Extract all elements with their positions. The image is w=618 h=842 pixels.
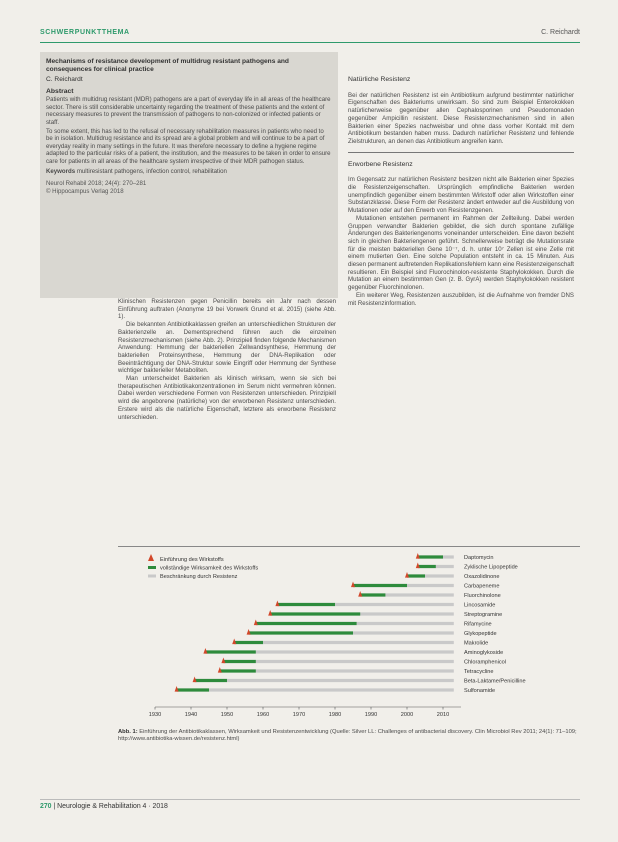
natural-resistance-text: Bei der natürlichen Resistenz ist ein Antibiotikum aufgrund bestimmter natürlicher Eigenschaften des Bakteriums unwirksam. So sind zum Beispiel Enterokokken natürlicherweise gegenüber allen Cephalosporinen und Pseudomonaden gegenüber Ampicillin resistent. Diese Resistenzmechanismen sind in allen Bakterien einer Spezies nachweisbar und ohne dass vorher Kontakt mit dem Antibiotikum bestanden haben muss. Dadurch natürlicher Resistenz und fehlende Zielstrukturen, an denen das Antibiotikum angreifen kann. [348,91,574,145]
category-label: Zyklische Lipopeptide [464,564,518,571]
category-label: Glykopeptide [464,631,497,637]
legend-label-introduction: Einführung des Wirkstoffs [160,557,224,563]
chart-x-axis [149,707,461,718]
x-tick-label: 1960 [256,712,270,718]
footer-journal: Neurologie & Rehabilitation 4 · 2018 [57,803,168,810]
header-author: C. Reichardt [541,29,580,36]
chart-legend [148,554,258,580]
legend-swatch-grey [148,575,156,578]
category-label: Lincosamide [464,602,496,609]
body-paragraph: Mutationen entstehen permanent im Rahmen der Zellteilung. Dabei werden Gruppen verwandter Bakterien gebildet, die sich durch spontane zufällige Änderungen des Bakteriengenoms voneinander unterscheiden. Eine davon bezieht sich in gleichen Bakteriengenen geführt. Schnellerweise beträgt die Mutationsrate für die meisten bakteriellen Gene 10⁻⁷, d. h. unter 10⁷ Zellen ist eine Zelle mit einem mutierten Gen. Eine solche Population entsteht in ca. 15 Minuten. Aus diesen permanent auftretenden Replikationsfehlern kann eine Resistenzeigenschaft resultieren. Ein Beispiel sind Fluorochinolon-resistente Staphylokokken. Durch die Mutation an einem bestimmten Gen (z. B. GyrA) werden Staphylokokken resistent gegenüber Fluorchinolonen. [348,214,574,292]
bar-resistance [195,679,454,682]
section-divider [348,152,574,153]
x-tick-label: 1930 [148,712,162,718]
category-label: Chloramphenicol [464,659,506,666]
bar-resistance [177,688,454,691]
abstract-paragraph-2: To some extent, this has led to the refusal of necessary rehabilitation measures in patients who need to be in isolation. Multidrug resistance and its spread are a global problem and will continue to be a part of everyday reality in many settings in the future. It was therefore necessary to define a hygiene regime adapted to the particular risks of a patient, the institution, and the measures to be taken in order to ensure care for patients in all areas of the healthcare system irrespective of their MDR pathogen status. [46,127,331,165]
heading-natural-resistance: Natürliche Resistenz [348,76,411,83]
x-tick-label: 2010 [436,712,450,718]
category-label: Streptogramine [464,612,503,618]
legend-item-effective [148,566,258,572]
footer-divider [40,799,580,800]
category-label: Tetracycline [464,669,494,675]
x-tick-label: 1950 [220,712,234,718]
bar-resistance [223,660,453,663]
category-label: Rifamycine [464,621,492,628]
category-label: Aminoglykoside [464,650,504,656]
body-paragraph: Ein weiterer Weg, Resistenzen auszubilden, ist die Aufnahme von fremder DNS mit Resistenzinformation. [348,291,574,307]
bar-effective [177,688,209,691]
journal-copyright: © Hippocampus Verlag 2018 [46,187,124,195]
bar-effective [256,622,357,625]
x-tick-label: 1980 [328,712,342,718]
bar-effective [277,603,335,606]
category-label: Fluorchinolone [464,593,501,599]
abstract-author: C. Reichardt [46,76,83,83]
body-paragraph: Klinischen Resistenzen gegen Penicillin bereits ein Jahr nach dessen Einführung auftraten (Anonyme 19 bei Vorwerk Grund et al. 2015) (siehe Abb. 1). [118,298,336,321]
bar-effective [220,669,256,672]
category-label: Carbapeneme [464,583,500,590]
bar-effective [418,555,443,558]
bar-effective [407,574,425,577]
legend-item-introduction [148,554,224,563]
heading-acquired-resistance: Erworbene Resistenz [348,160,413,168]
english-abstract-box [40,52,338,298]
legend-label-effective: vollständige Wirksamkeit des Wirkstoffs [160,565,259,572]
bar-effective [205,650,255,653]
bar-effective [360,593,385,596]
body-paragraph: Die bekannten Antibiotikaklassen greifen an unterschiedlichen Strukturen der Bakterienzelle an. Dementsprechend führen auch die einzelnen Resistenzmechanismen (siehe Abb. 2). Prinzipiell finden folgende Mechanismen Anwendung: Hemmung der bakteriellen Zellwandsynthese, Hemmung der bakteriellen Proteinsynthese, Hemmung der DNA-Replikation oder Beeinträchtigung der DNA-Struktur sowie Eingriff oder Hemmung der Synthese wichtiger bakterieller Metaboliten. [118,321,336,375]
bar-effective [249,631,353,634]
legend-marker-red [148,554,154,561]
legend-label-resistance: Beschränkung durch Resistenz [160,574,238,580]
keywords-text: multiresistant pathogens, infection control, rehabilitation [76,167,227,175]
abstract-heading: Abstract [46,87,74,95]
caption-label: Abb. 1: [118,729,138,735]
keywords-label: Keywords [46,167,76,175]
page-footer [40,803,340,817]
body-paragraph: Im Gegensatz zur natürlichen Resistenz besitzen nicht alle Bakterien einer Spezies die Resistenzeigenschaften. Ursprünglich empfindliche Bakterien werden unempfindlich gegenüber einem bestimmten Wirkstoff oder allen Wirkstoffen einer Substanzklasse. Diese Form der Resistenz ändert entweder auf die Ausbildung von Mutationen oder auf den Erwerb von Resistenzgenen. [348,176,574,215]
x-tick-label: 1970 [292,712,306,718]
bar-effective [418,565,436,568]
right-text-column [348,76,574,307]
category-label: Oxazolidinone [464,574,500,580]
bar-effective [223,660,255,663]
x-tick-label: 1990 [364,712,378,718]
bar-effective [234,641,263,644]
category-label: Daptomycin [464,555,494,561]
figure-caption [118,729,578,743]
middle-text-column [118,298,336,421]
abstract-paragraph-1: Patients with multidrug resistant (MDR) pathogens are a part of everyday life in all areas of the healthcare sector. There is still considerable uncertainty regarding the treatment of these patients and the extent of necessary measures to prevent the transmission of pathogens to non-colonized or infected patients or staff. [46,96,331,126]
body-paragraph: Man unterscheidet Bakterien als klinisch wirksam, wenn sie sich bei therapeutischen Antibiotikakonzentrationen im Serum nicht vermehren können. Dabei werden verschiedene Formen von Resistenzen unterschieden. Prinzipiell wird die angeborene (natürliche) von der erworbenen Resistenz unterschieden. Erstere wird als die natürliche Eigenschaft, letztere als erworbene Resistenz unterschieden. [118,375,336,421]
category-label: Beta-Laktame/Penicilline [464,678,526,685]
figure-antibiotic-timeline [118,546,580,725]
abstract-title: Mechanisms of resistance development of multidrug resistant pathogens and consequences for clinical practice [46,58,289,73]
running-header [40,26,580,43]
section-label: SCHWERPUNKTTHEMA [40,29,130,36]
bar-resistance [234,641,454,644]
bar-effective [195,679,227,682]
bar-effective [353,584,407,587]
legend-item-resistance [148,574,238,580]
bar-effective [270,612,360,615]
x-tick-label: 1940 [184,712,198,718]
page-number: 270 [40,803,52,810]
keywords-line [46,168,332,176]
x-tick-label: 2000 [400,712,414,718]
timeline-chart [118,547,580,725]
category-label: Sulfonamide [464,688,496,694]
category-label: Makrolide [464,640,489,647]
journal-citation: Neurol Rehabil 2018; 24(4): 270–281 [46,180,147,188]
caption-text: Einführung der Antibiotikaklassen, Wirksamkeit und Resistenzentwicklung (Quelle: Silver LL: Challenges of antibacterial discovery. Clin Microbiol Rev 2011; 24(1): 71–109; http://www.antibiotika-wissen.de/resistenz.html) [118,729,577,742]
footer-separator: | [53,803,58,810]
legend-swatch-green [148,566,156,569]
